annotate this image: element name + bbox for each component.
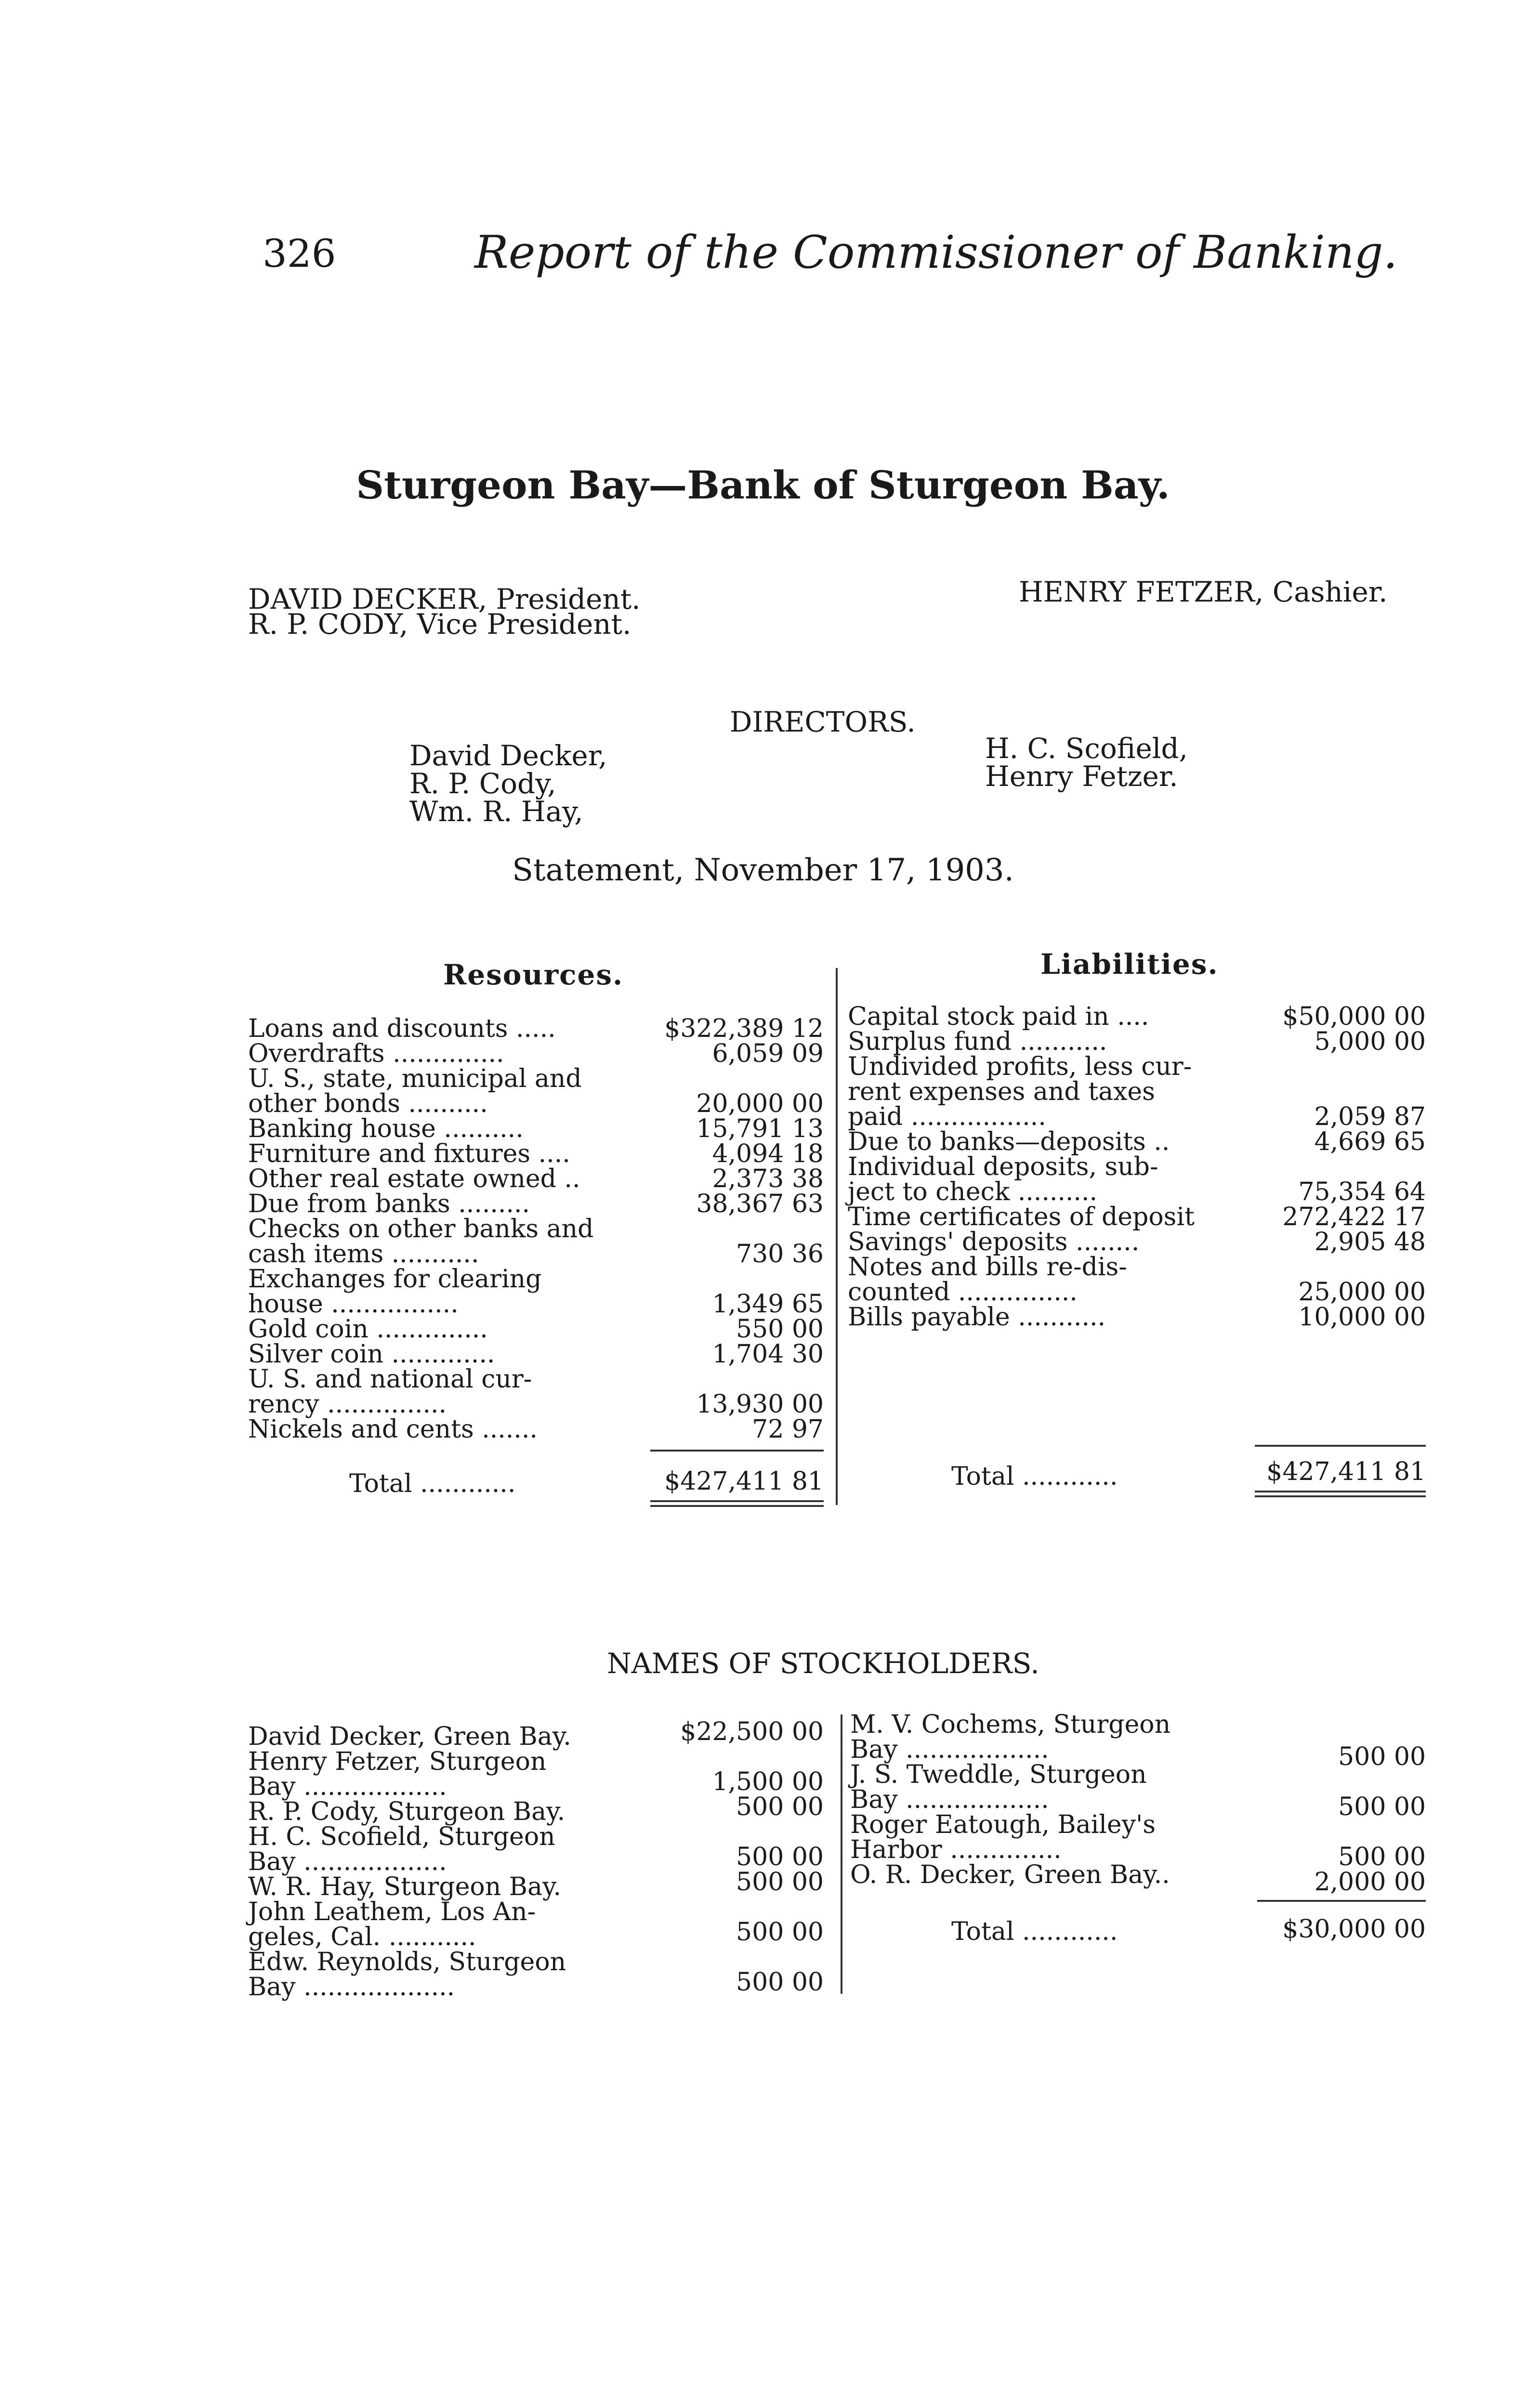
stockholder-line: David Decker, Green Bay.: [248, 1722, 571, 1751]
resources-heading: Resources.: [443, 958, 624, 991]
stockholders-total-amount: $30,000 00: [1282, 1915, 1426, 1944]
resource-line: Checks on other banks and: [248, 1215, 594, 1243]
liabilities-sum-rule: [1255, 1445, 1426, 1447]
liabilities-total-rule: [1255, 1495, 1426, 1497]
stockholder-line: O. R. Decker, Green Bay..: [850, 1860, 1170, 1889]
stockholders-sum-rule: [1257, 1900, 1426, 1902]
liability-line: Capital stock paid in ....: [848, 1002, 1149, 1031]
liability-amount: 5,000 00: [1314, 1027, 1426, 1056]
stockholder-line: Bay ..................: [850, 1785, 1049, 1814]
resources-lines: [248, 1016, 593, 1442]
stockholders-total-label: Total ............: [951, 1917, 1118, 1946]
bank-title: Sturgeon Bay—Bank of Sturgeon Bay.: [356, 462, 1170, 508]
stockholder-line: J. S. Tweddle, Sturgeon: [850, 1760, 1147, 1789]
liabilities-total-amount: $427,411 81: [1266, 1457, 1426, 1486]
resource-line: Banking house ..........: [248, 1114, 524, 1143]
resource-amount: [621, 1066, 824, 1091]
liability-amount: 25,000 00: [1298, 1278, 1426, 1307]
resources-total-rule: [650, 1500, 824, 1502]
director-name: Wm. R. Hay,: [409, 795, 583, 828]
column-divider: [836, 968, 838, 1505]
resources-sum-rule: [650, 1450, 824, 1452]
resource-line: Gold coin ..............: [248, 1315, 488, 1344]
stockholder-amount: 500 00: [736, 1868, 824, 1897]
stockholder-line: R. P. Cody, Sturgeon Bay.: [248, 1797, 566, 1826]
stockholder-line: geles, Cal. ...........: [248, 1923, 476, 1951]
liability-line: Individual deposits, sub-: [848, 1152, 1158, 1181]
resource-amount: 1,704 30: [712, 1340, 824, 1369]
stockholder-line: H. C. Scofield, Sturgeon: [248, 1822, 555, 1851]
stockholder-amount: [1262, 1719, 1426, 1744]
stockholder-amount: 500 00: [1338, 1793, 1426, 1821]
statement-title: Statement, November 17, 1903.: [512, 852, 1014, 888]
liability-amount: 2,905 48: [1314, 1228, 1426, 1256]
stockholder-line: John Leathem, Los An-: [248, 1898, 536, 1926]
liability-amount: 4,669 65: [1314, 1127, 1426, 1156]
resource-amount: 550 00: [736, 1315, 824, 1344]
resource-amount: 730 36: [736, 1240, 824, 1269]
resource-amount: 20,000 00: [696, 1089, 824, 1118]
resources-total-label: Total ............: [349, 1469, 516, 1498]
resources-amounts: [621, 1016, 824, 1442]
stockholder-line: Bay ..................: [850, 1735, 1049, 1764]
running-head: Report of the Commissioner of Banking.: [474, 226, 1398, 279]
resource-line: Nickels and cents .......: [248, 1415, 538, 1444]
directors-left-list: [409, 739, 607, 828]
stockholder-amount: 500 00: [736, 1918, 824, 1947]
stockholder-amount: 500 00: [736, 1968, 824, 1997]
stockholders-right-amounts: [1262, 1719, 1426, 1895]
resource-line: Silver coin .............: [248, 1340, 495, 1369]
resource-line: cash items ...........: [248, 1240, 479, 1269]
stockholder-line: W. R. Hay, Sturgeon Bay.: [248, 1872, 561, 1901]
stockholders-heading: NAMES OF STOCKHOLDERS.: [607, 1647, 1039, 1680]
stockholder-line: M. V. Cochems, Sturgeon: [850, 1710, 1171, 1739]
liabilities-amounts: [1243, 1004, 1426, 1330]
stockholder-line: Harbor ..............: [850, 1835, 1062, 1864]
resource-line: Loans and discounts .....: [248, 1014, 556, 1043]
resource-line: Due from banks .........: [248, 1190, 530, 1218]
liability-line: Time certificates of deposit: [848, 1203, 1195, 1231]
officer-cashier: HENRY FETZER, Cashier.: [1019, 576, 1388, 608]
officer-vice-president: R. P. CODY, Vice President.: [248, 608, 631, 641]
resource-line: Exchanges for clearing: [248, 1265, 542, 1294]
stockholder-amount: 1,500 00: [712, 1767, 824, 1796]
director-name: Henry Fetzer.: [985, 760, 1178, 793]
liabilities-heading: Liabilities.: [1040, 948, 1219, 981]
officer-president: DAVID DECKER, President.: [248, 583, 641, 615]
resource-amount: 6,059 09: [712, 1039, 824, 1068]
stockholders-right-lines: [850, 1712, 1171, 1887]
stockholder-amount: [1262, 1769, 1426, 1794]
stockholder-line: Bay ...................: [248, 1973, 455, 2002]
resource-amount: [621, 1267, 824, 1292]
stockholder-amount: [641, 1895, 824, 1920]
resource-amount: [621, 1217, 824, 1242]
resource-amount: [621, 1367, 824, 1392]
resource-line: Overdrafts ..............: [248, 1039, 504, 1068]
stockholder-amount: $22,500 00: [680, 1717, 824, 1746]
resource-line: U. S., state, municipal and: [248, 1064, 582, 1093]
resource-line: U. S. and national cur-: [248, 1365, 532, 1394]
stockholder-amount: [641, 1945, 824, 1970]
liability-line: Surplus fund ...........: [848, 1027, 1107, 1056]
page-number: 326: [263, 231, 336, 276]
resource-line: house ................: [248, 1290, 459, 1319]
liability-amount: 272,422 17: [1282, 1203, 1426, 1231]
stockholders-left-amounts: [641, 1719, 824, 1995]
liability-amount: [1243, 1255, 1426, 1280]
liabilities-lines: [848, 1004, 1195, 1330]
liability-line: paid .................: [848, 1102, 1046, 1131]
directors-right-list: [985, 732, 1188, 793]
stockholder-amount: [641, 1819, 824, 1845]
stockholder-line: Roger Eatough, Bailey's: [850, 1810, 1156, 1839]
resource-line: rency ...............: [248, 1390, 447, 1419]
resources-total-amount: $427,411 81: [664, 1467, 824, 1496]
liabilities-total-rule: [1255, 1491, 1426, 1492]
stockholder-line: Bay ..................: [248, 1847, 447, 1876]
liability-line: Notes and bills re-dis-: [848, 1253, 1127, 1282]
liability-line: counted ...............: [848, 1278, 1078, 1307]
resource-line: Other real estate owned ..: [248, 1165, 580, 1193]
resource-amount: 2,373 38: [712, 1165, 824, 1193]
liability-amount: $50,000 00: [1282, 1002, 1426, 1031]
stockholder-line: Bay ..................: [248, 1772, 447, 1801]
stockholder-amount: [641, 1744, 824, 1769]
liability-amount: 10,000 00: [1298, 1303, 1426, 1332]
liability-amount: 2,059 87: [1314, 1102, 1426, 1131]
liability-amount: 75,354 64: [1298, 1178, 1426, 1206]
liability-line: rent expenses and taxes: [848, 1077, 1155, 1106]
resource-line: other bonds ..........: [248, 1089, 488, 1118]
stockholder-amount: 500 00: [736, 1793, 824, 1821]
liabilities-total-label: Total ............: [951, 1462, 1118, 1491]
liability-line: Due to banks—deposits ..: [848, 1127, 1170, 1156]
liability-amount: [1243, 1154, 1426, 1179]
stockholder-line: Edw. Reynolds, Sturgeon: [248, 1948, 566, 1976]
stockholder-amount: 500 00: [736, 1843, 824, 1871]
resource-amount: 38,367 63: [696, 1190, 824, 1218]
liability-amount: [1243, 1054, 1426, 1079]
stockholders-left-lines: [248, 1724, 571, 2000]
stockholders-column-divider: [841, 1714, 842, 1994]
resource-amount: $322,389 12: [664, 1014, 824, 1043]
resources-total-rule: [650, 1505, 824, 1507]
stockholder-amount: 500 00: [1338, 1742, 1426, 1771]
directors-heading: DIRECTORS.: [730, 706, 916, 738]
liability-line: ject to check ..........: [848, 1178, 1098, 1206]
liability-amount: [1243, 1079, 1426, 1104]
liability-line: Bills payable ...........: [848, 1303, 1106, 1332]
stockholder-amount: 500 00: [1338, 1843, 1426, 1871]
director-name: R. P. Cody,: [409, 767, 556, 800]
director-name: David Decker,: [409, 739, 607, 772]
resource-amount: 1,349 65: [712, 1290, 824, 1319]
stockholder-amount: [1262, 1819, 1426, 1845]
stockholder-line: Henry Fetzer, Sturgeon: [248, 1747, 547, 1776]
resource-line: Furniture and fixtures ....: [248, 1139, 570, 1168]
director-name: H. C. Scofield,: [985, 732, 1188, 765]
resource-amount: 13,930 00: [696, 1390, 824, 1419]
stockholder-amount: 2,000 00: [1314, 1868, 1426, 1897]
resource-amount: 15,791 13: [696, 1114, 824, 1143]
resource-amount: 72 97: [752, 1415, 824, 1444]
liability-line: Undivided profits, less cur-: [848, 1052, 1192, 1081]
liability-line: Savings' deposits ........: [848, 1228, 1140, 1256]
resource-amount: 4,094 18: [712, 1139, 824, 1168]
